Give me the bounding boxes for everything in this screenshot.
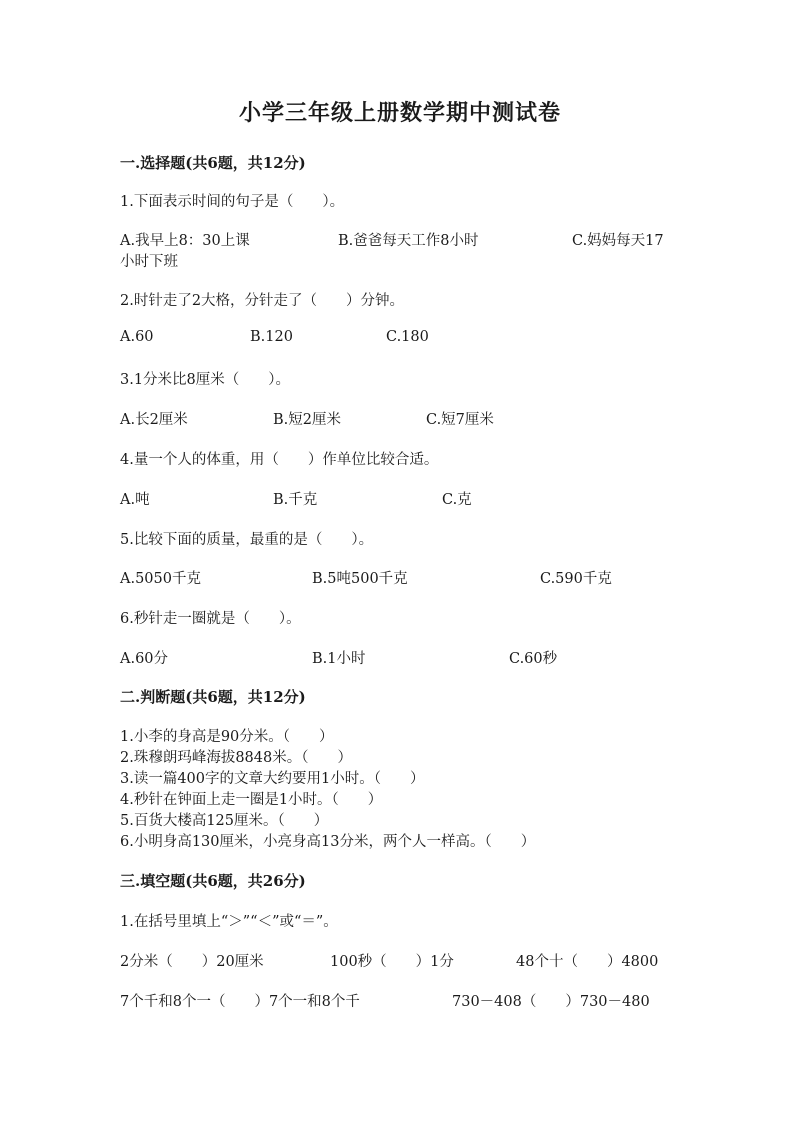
option-c: C.590千克 [540, 571, 612, 587]
comparison-item: 2分米（ ）20厘米 [120, 954, 264, 970]
option-b: B.短2厘米 [273, 412, 341, 428]
comparison-item: 730－408（ ）730－480 [452, 994, 650, 1010]
option-a: A.吨 [120, 492, 150, 508]
comparison-item: 100秒（ ）1分 [330, 954, 454, 970]
judgment-item: 1.小李的身高是90分米。（ ） [120, 729, 334, 745]
judgment-item: 2.珠穆朗玛峰海拔8848米。（ ） [120, 750, 352, 766]
option-c: C.180 [386, 329, 429, 345]
judgment-item: 5.百货大楼高125厘米。（ ） [120, 813, 329, 829]
judgment-item: 6.小明身高130厘米，小亮身高13分米，两个人一样高。（ ） [120, 834, 536, 850]
judgment-item: 3.读一篇400字的文章大约要用1小时。（ ） [120, 771, 425, 787]
option-b: B.120 [250, 329, 293, 345]
page-title: 小学三年级上册数学期中测试卷 [238, 100, 561, 126]
option-b: B.1小时 [312, 651, 366, 667]
question-text: 4.量一个人的体重，用（ ）作单位比较合适。 [120, 452, 439, 468]
option-c: C.60秒 [509, 651, 558, 667]
option-c: C.短7厘米 [426, 412, 494, 428]
option-b: B.爸爸每天工作8小时 [338, 233, 479, 249]
option-b: B.千克 [273, 492, 318, 508]
option-c-continued: 小时下班 [120, 254, 178, 270]
option-c: C.克 [442, 492, 472, 508]
option-a: A.60分 [120, 651, 169, 667]
judgment-item: 4.秒针在钟面上走一圈是1小时。（ ） [120, 792, 383, 808]
option-c: C.妈妈每天17 [572, 233, 664, 249]
option-b: B.5吨500千克 [312, 571, 408, 587]
question-text: 1.在括号里填上“＞”“＜”或“＝”。 [120, 914, 338, 930]
question-text: 5.比较下面的质量，最重的是（ ）。 [120, 532, 374, 548]
option-a: A.5050千克 [120, 571, 201, 587]
option-a: A.我早上8：30上课 [120, 233, 250, 249]
option-a: A.60 [120, 329, 154, 345]
section-heading-judgment: 二.判断题(共6题，共12分) [120, 688, 306, 706]
question-text: 2.时针走了2大格，分针走了（ ）分钟。 [120, 293, 405, 309]
section-heading-choice: 一.选择题(共6题，共12分) [120, 154, 306, 172]
option-a: A.长2厘米 [120, 412, 188, 428]
question-text: 1.下面表示时间的句子是（ ）。 [120, 194, 345, 210]
question-text: 3.1分米比8厘米（ ）。 [120, 372, 291, 388]
comparison-item: 48个十（ ）4800 [516, 954, 659, 970]
comparison-item: 7个千和8个一（ ）7个一和8个千 [120, 994, 360, 1010]
section-heading-fill: 三.填空题(共6题，共26分) [120, 872, 306, 890]
question-text: 6.秒针走一圈就是（ ）。 [120, 611, 301, 627]
